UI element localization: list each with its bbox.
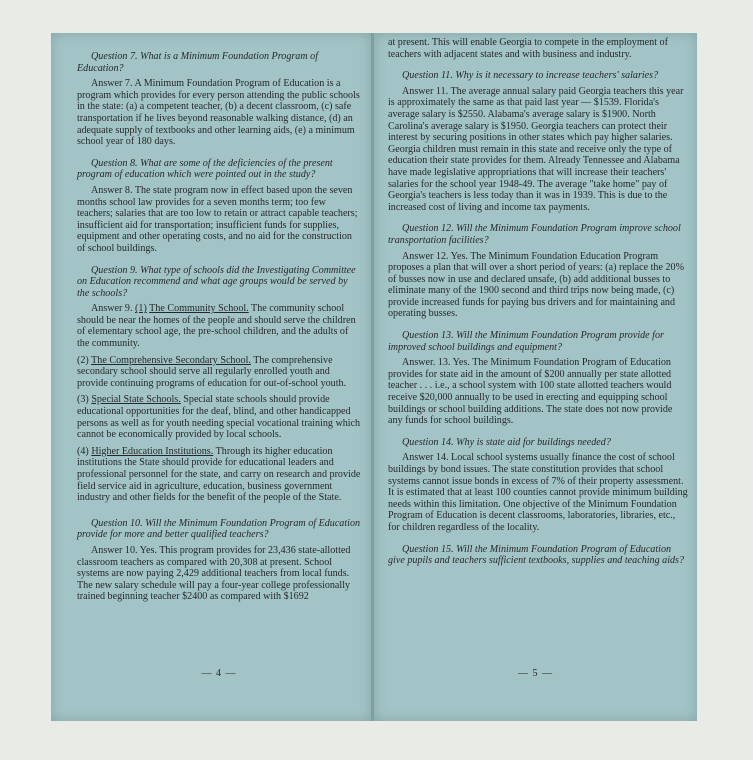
question-10: Question 10. Will the Minimum Foundation Program of Education provide for more and better qualified teachers? <box>77 517 361 541</box>
page-number-5: — 5 — <box>518 668 553 679</box>
question-7: Question 7. What is a Minimum Foundation Program of Education? <box>77 51 319 74</box>
item-2-title: The Comprehensive Secondary School. <box>91 354 251 366</box>
question-11: Question 11. Why is it necessary to increase teachers' salaries? <box>402 70 659 82</box>
question-12: Question 12. Will the Minimum Foundation Program improve school transportation facilities? <box>388 223 681 246</box>
item-3-number: (3) <box>77 394 89 406</box>
item-3-title: Special State Schools. <box>91 394 181 406</box>
question-14: Question 14. Why is state aid for buildings needed? <box>402 436 611 448</box>
question-8: Question 8. What are some of the deficiencies of the present program of education which were pointed out in the study? <box>77 157 333 181</box>
answer-13: Answer. 13. Yes. The Minimum Foundation Program of Education provides for state aid in the amount of $200 annually per state allotted teacher . . . i.e., a school system with 100 state allotted teachers would receive $20,000 annually to be used in erecting and equipping school buildings or school building additions. The state does not now provide any funds for school buildings. <box>388 357 673 427</box>
item-3-text: Special state schools should provide educational opportunities for the deaf, blind, and other handicapped persons as well as for youth needing special vocational training which cannot be economically provided by local schools. <box>77 394 361 441</box>
item-1-number: (1) <box>135 303 147 315</box>
question-9: Question 9. What type of schools did the Investigating Committee on Education recommend and what age groups would be served by the schools? <box>77 264 356 299</box>
answer-10: Answer 10. Yes. This program provides for 23,436 state-allotted classroom teachers as compared with 20,308 at present. School systems are now paying 2,429 additional teachers from local funds. The new salary schedule will pay a four-year college professionally trained beginning teacher $2400 as compared with $1692 <box>77 544 351 603</box>
item-4-title: Higher Education Institutions. <box>91 445 214 457</box>
left-page <box>51 33 371 721</box>
answer-11: Answer 11. The average annual salary paid Georgia teachers this year is approximately the same as that paid last year — $1539. Florida's average salary is $2550. Alabama's average salary is $1900. North Carolina's average salary is $1950. Georgia teachers can protect their interest by securing positions in other states which pay higher salaries. Georgia children must remain in this state and receive only the type of education their state provides for them. Already Tennessee and Alabama have made legislative appropriations that will increase their teachers' salaries for the school year 1948-49. The average "take home" pay of Georgia's teachers is less today than it was in 1939. This is due to the increased cost of living and income tax payments. <box>388 85 684 213</box>
answer-7: Answer 7. A Minimum Foundation Program of Education is a program which provides for every person attending the public schools in the state: (a) a competent teacher, (b) a decent classroom, (c) safe transportation if he lives beyond reasonable walking distance, (d) an adequate supply of textbooks and other learning aids, (e) a minimum school year of 180 days. <box>77 78 360 148</box>
answer-12: Answer 12. Yes. The Minimum Foundation Education Program proposes a plan that will over a short period of years: (a) replace the 20% of busses now in use and declared unsafe, (b) add additional busses to eliminate many of the 1900 second and third trips now being made, (c) provide increased funds for paying bus drivers and for maintaining and operating busses. <box>388 250 684 320</box>
answer-9-item-1 <box>77 303 361 349</box>
item-2-text: The comprehensive secondary school should serve all regularly enrolled youth and provide continuing programs of education for out-of-school youth. <box>77 354 347 389</box>
item-4-text: Through its higher education institutions the State should provide for educational leaders and professional personnel for the state, and carry on research and provide field service aid in agriculture, education, business government industry and other fields for the benefit of the people of the State. <box>77 445 361 504</box>
item-2-number: (2) <box>77 354 89 366</box>
answer-9-lead: Answer 9. <box>91 303 133 315</box>
question-13: Question 13. Will the Minimum Foundation Program provide for improved school buildings and equipment? <box>388 330 664 353</box>
answer-9-item-2 <box>77 355 361 390</box>
answer-14: Answer 14. Local school systems usually finance the cost of school buildings by bond issues. The state constitution provides that school systems cannot issue bonds in excess of 7% of their property assessment. It is estimated that at least 100 counties cannot provide minimum building needs within this limitation. One objective of the Minimum Foundation Program of Education is decent classrooms, laboratories, libraries, etc., for children regardless of the locality. <box>388 452 688 533</box>
page-number-4: — 4 — <box>201 668 237 679</box>
item-1-title: The Community School. <box>149 303 249 315</box>
answer-9-item-4 <box>77 446 361 504</box>
item-1-text: The community school should be near the homes of the people and should serve the children of elementary school age, the pre-school children, and the adults of the community. <box>77 303 356 350</box>
answer-10-continued: at present. This will enable Georgia to compete in the employment of teachers with adjacent states and with business and industry. <box>388 37 668 60</box>
right-page <box>374 33 697 721</box>
answer-9-item-3 <box>77 394 361 440</box>
answer-8: Answer 8. The state program now in effect based upon the seven months school law provides for a seven months term; too few teachers; salaries that are too low to retain or attract capable teachers; insufficient aid for transportation; insufficient funds for supplies, equipment and other operating costs, and no aid for the construction of school buildings. <box>77 184 358 254</box>
right-column <box>388 37 689 567</box>
question-15: Question 15. Will the Minimum Foundation Program of Education give pupils and teachers sufficient textbooks, supplies and teaching aids? <box>388 543 685 567</box>
item-4-number: (4) <box>77 445 89 457</box>
left-column <box>77 51 361 603</box>
